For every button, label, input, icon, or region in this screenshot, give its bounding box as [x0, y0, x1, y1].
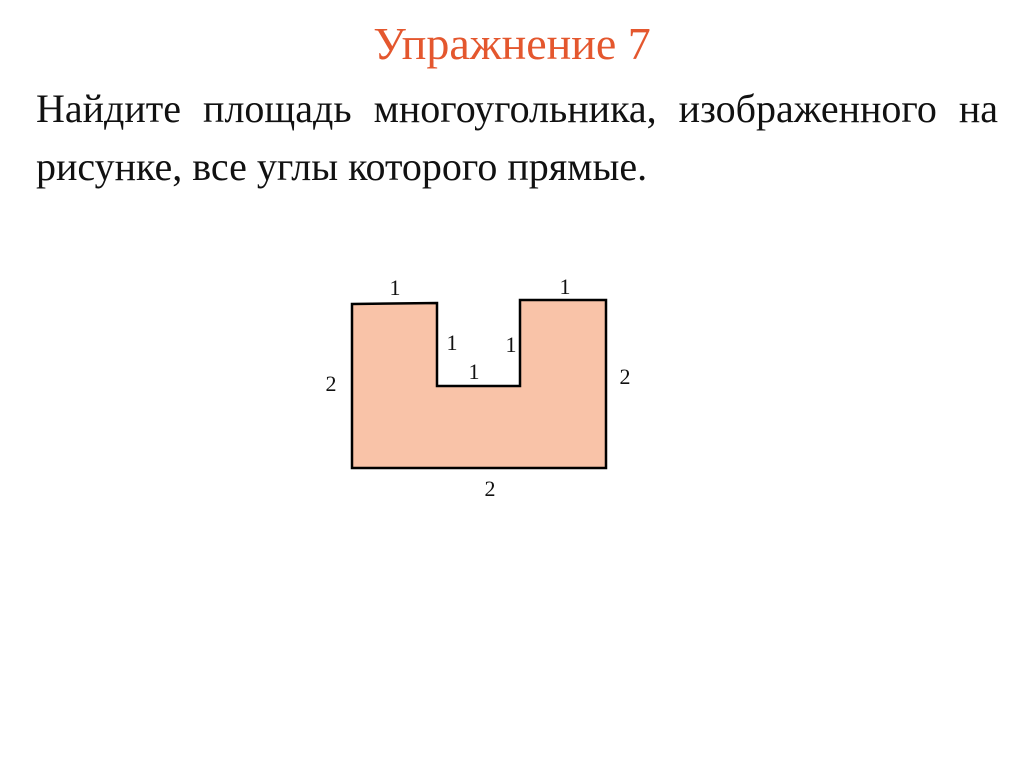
polygon-shape: [352, 300, 606, 468]
label-notch-right-side: 1: [505, 332, 517, 357]
label-top-left-side: 1: [389, 275, 401, 300]
label-left-side: 2: [325, 371, 337, 396]
label-bottom-side: 2: [484, 476, 496, 501]
label-right-side: 2: [619, 364, 631, 389]
label-notch-left-side: 1: [446, 330, 458, 355]
label-top-right-side: 1: [559, 274, 571, 299]
problem-statement: Найдите площадь многоугольника, изображенного на рисунке, все углы которого прямые.: [36, 86, 998, 189]
exercise-title: Упражнение 7: [373, 18, 651, 69]
label-notch-bottom-side: 1: [468, 359, 480, 384]
